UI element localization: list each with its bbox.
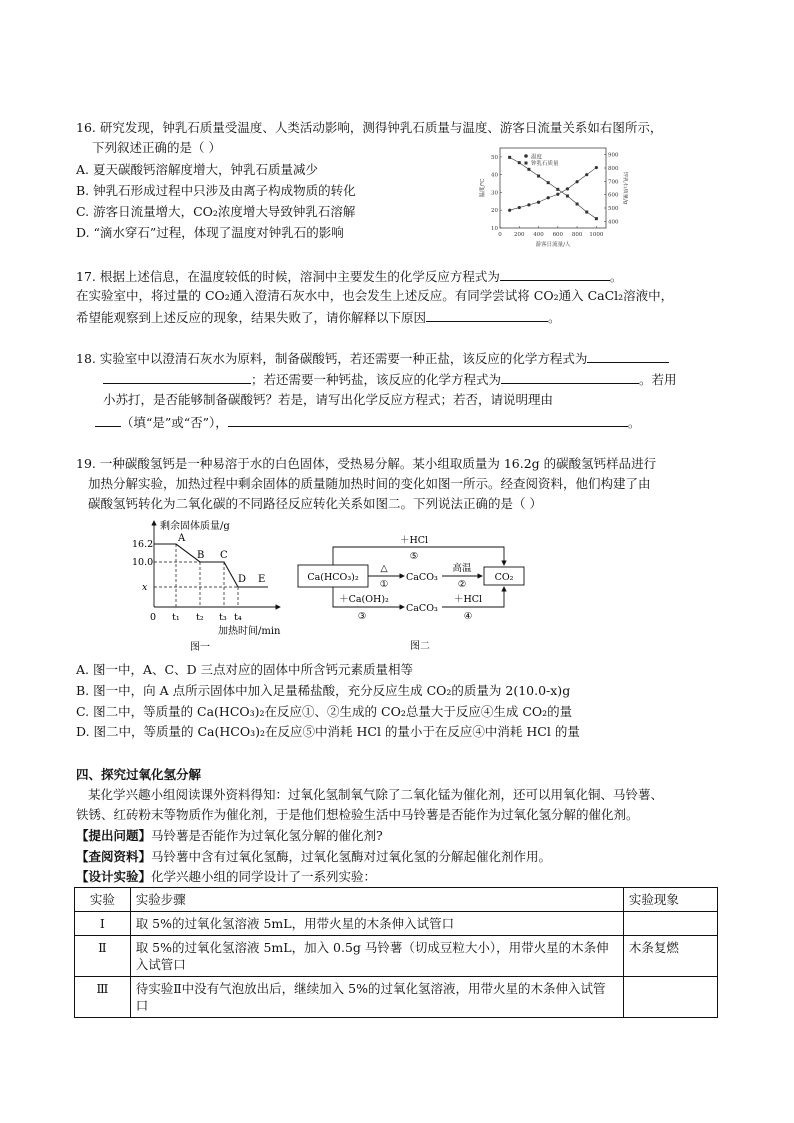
fig1-point-c: C — [220, 550, 228, 561]
fig2-mid2-label: CaCO₃ — [406, 603, 438, 614]
question-text: 马铃薯是否能作为过氧化氢分解的催化剂? — [151, 828, 383, 843]
q16-point-temperature — [585, 173, 588, 176]
fig2-caption: 图二 — [410, 641, 430, 652]
fig2-start-label: Ca(HCO₃)₂ — [307, 572, 359, 583]
q16-ytick-left-label: 20 — [491, 208, 498, 215]
header-steps: 实验步骤 — [130, 888, 623, 912]
q16-point-mass — [508, 156, 511, 159]
fig1-xtick-t4: t₄ — [234, 612, 242, 623]
q16-ytick-right-label: 500 — [608, 206, 619, 212]
q18-line4 — [95, 414, 640, 431]
header-experiment: 实验 — [75, 888, 131, 912]
fig2-mid1-label: CaCO₃ — [406, 572, 438, 583]
q17-line3 — [76, 309, 561, 326]
q16-option-b: B. 钟乳石形成过程中只涉及由离子构成物质的转化 — [76, 183, 356, 198]
q16-ylabel-right: 钟乳石质量/g — [622, 171, 628, 205]
fig1-ytick-x: x — [142, 582, 148, 593]
q16-ytick-left-label: 10 — [491, 226, 498, 232]
section4-research — [76, 849, 551, 865]
q19-stem-line2: 加热分解实验，加热过程中剩余固体的质量随加热时间的变化如图一所示。经查阅资料，他们构建了由 — [88, 476, 651, 491]
q18-line1-text: 18. 实验室中以澄清石灰水为原料，制备碳酸钙，若还需要一种正盐，该反应的化学方程式为 — [76, 351, 588, 366]
q16-point-mass — [518, 161, 521, 164]
row1-step: 取 5%的过氧化氢溶液 5mL，用带火星的木条伸入试管口 — [130, 912, 623, 936]
q16-xtick-label: 400 — [533, 232, 544, 238]
q19-option-a: A. 图一中，A、C、D 三点对应的固体中所含钙元素质量相等 — [76, 662, 414, 677]
row2-id: Ⅱ — [75, 936, 131, 977]
table-row — [75, 936, 718, 977]
fig2-r2-num: ② — [457, 579, 467, 590]
fig1-xlabel: 加热时间/min — [218, 626, 281, 637]
fig2-r5-cond: ＋HCl — [399, 535, 429, 546]
q16-ylabel-left: 温度/℃ — [480, 178, 486, 198]
fig1-point-e: E — [258, 574, 266, 585]
section4-para-line1: 某化学兴趣小组阅读课外资料得知：过氧化氢制氧气除了二氧化锰为催化剂，还可以用氧化铜、马铃薯、 — [88, 787, 664, 802]
q16-stem-line1: 16. 研究发现，钟乳石质量受温度、人类活动影响，测得钟乳石质量与温度、游客日流量关系如右图所示， — [76, 120, 663, 135]
q17-line1-end: 。 — [609, 269, 623, 284]
research-text: 马铃薯中含有过氧化氢酶，过氧化氢酶对过氧化氢的分解起催化剂作用。 — [151, 849, 552, 864]
q17-line1-text: 17. 根据上述信息，在温度较低的时候，溶洞中主要发生的化学反应方程式为 — [76, 269, 500, 284]
q16-ytick-left-label: 30 — [491, 190, 498, 197]
section4-title: 四、探究过氧化氢分解 — [76, 767, 202, 782]
row3-step: 待实验Ⅱ中没有气泡放出后，继续加入 5%的过氧化氢溶液，用带火星的木条伸入试管口 — [130, 977, 623, 1018]
fig1-ytick-10: 10.0 — [132, 557, 154, 568]
row2-result: 木条复燃 — [623, 936, 717, 977]
q19-option-b: B. 图一中，向 A 点所示固体中加入足量稀盐酸，充分反应生成 CO₂的质量为 2(10.0-x)g — [76, 683, 571, 698]
legend-marker-temperature — [524, 154, 528, 158]
fig2-r1-cond: △ — [380, 563, 388, 574]
q17-blank-reason[interactable] — [426, 309, 548, 322]
fig2-r4-cond: ＋HCl — [453, 594, 483, 605]
q16-point-mass — [576, 203, 579, 206]
q16-ytick-right-label: 600 — [608, 192, 619, 199]
q18-line1 — [76, 350, 669, 367]
q16-xtick-label: 200 — [514, 232, 525, 238]
q18-blank-equation1b[interactable] — [103, 371, 251, 384]
q16-point-mass — [585, 211, 588, 214]
question-tag: 【提出问题】 — [76, 828, 152, 843]
row1-id: Ⅰ — [75, 912, 131, 936]
fig2-r3-cond: ＋Ca(OH)₂ — [339, 594, 389, 605]
q16-xtick-label: 0 — [498, 232, 502, 238]
q18-line2 — [103, 371, 677, 388]
q17-line1 — [76, 268, 622, 285]
q16-xtick-label: 1000 — [589, 232, 604, 238]
section4-para-line2: 铁锈、红砖粉末等物质作为催化剂，于是他们想检验生活中马铃薯是否能作为过氧化氢分解的催化剂。 — [76, 807, 639, 822]
legend-marker-mass — [525, 162, 528, 165]
fig1-ytick-16: 16.2 — [132, 539, 154, 550]
fig2-end-label: CO₂ — [494, 572, 514, 583]
q16-point-mass — [566, 195, 569, 198]
design-tag: 【设计实验】 — [76, 869, 152, 884]
row3-id: Ⅲ — [75, 977, 131, 1018]
q16-point-temperature — [547, 196, 550, 199]
q18-blank-yesno[interactable] — [95, 414, 121, 427]
fig1-xtick-t1: t₁ — [172, 612, 180, 623]
q16-point-temperature — [575, 180, 578, 183]
q17-blank-equation[interactable] — [500, 268, 610, 281]
q16-point-temperature — [556, 193, 559, 196]
q16-point-temperature — [537, 201, 540, 204]
fig1-ylabel: 剩余固体质量/g — [160, 521, 230, 532]
q16-point-temperature — [595, 166, 598, 169]
research-tag: 【查阅资料】 — [76, 849, 152, 864]
row1-result[interactable] — [623, 912, 717, 936]
fig1-curve — [154, 544, 268, 587]
fig1-xtick-t3: t₃ — [219, 612, 227, 623]
q19-figure2 — [292, 527, 532, 653]
q17-line2: 在实验室中，将过量的 CO₂通入澄清石灰水中，也会发生上述反应。有同学尝试将 CO₂通入 CaCl₂溶液中， — [76, 288, 674, 303]
fig2-r5-num: ⑤ — [409, 551, 419, 562]
fig1-caption: 图一 — [190, 642, 210, 653]
q16-xtick-label: 800 — [571, 232, 583, 238]
q17-line3-end: 。 — [548, 310, 561, 325]
q16-point-mass — [547, 181, 550, 184]
q16-stem-line2: 下列叙述正确的是（ ） — [92, 140, 221, 155]
q19-stem-line1: 19. 一种碳酸氢钙是一种易溶于水的白色固体，受热易分解。某小组取质量为 16.2g 的碳酸氢钙样品进行 — [76, 456, 657, 471]
q16-xlabel: 游客日流量/人 — [535, 242, 571, 248]
q16-point-mass — [556, 188, 559, 191]
header-result: 实验现象 — [623, 888, 717, 912]
table-header-row — [75, 888, 718, 912]
table-row — [75, 977, 718, 1018]
fig1-point-a: A — [178, 533, 186, 544]
q16-point-mass — [537, 175, 540, 178]
q16-point-mass — [595, 217, 598, 220]
fig1-point-b: B — [197, 550, 205, 561]
experiment-table — [74, 887, 718, 1018]
fig2-r3-num: ③ — [357, 611, 367, 622]
legend-label-mass: 钟乳石质量 — [531, 161, 559, 167]
q18-blank-reason[interactable] — [228, 414, 628, 427]
q16-ytick-left-label: 50 — [491, 154, 498, 161]
q19-figure1 — [118, 517, 288, 653]
q18-line2-text: ；若还需要一种钙盐，该反应的化学方程式为 — [251, 372, 502, 387]
q18-line3: 小苏打，是否能够制备碳酸钙？若是，请写出化学反应方程式；若否，请说明理由 — [103, 392, 554, 407]
q16-xtick-label: 600 — [552, 232, 564, 238]
fig2-r2-cond: 高温 — [452, 563, 472, 574]
q16-point-mass — [527, 168, 530, 171]
row3-result[interactable] — [623, 977, 717, 1018]
table-row — [75, 912, 718, 936]
q16-ytick-right-label: 700 — [608, 179, 619, 186]
q18-line4-text: （填“是”或“否”）， — [121, 415, 228, 430]
fig2-r4-num: ④ — [463, 611, 473, 622]
q16-point-temperature — [518, 206, 521, 209]
q16-ytick-right-label: 800 — [608, 166, 619, 172]
fig1-point-d: D — [238, 574, 247, 585]
q17-line3-text: 希望能观察到上述反应的现象，结果失败了，请你解释以下原因 — [76, 310, 427, 325]
q16-option-d: D. “滴水穿石”过程，体现了温度对钟乳石的影响 — [76, 225, 344, 240]
q19-stem-line3: 碳酸氢钙转化为二氧化碳的不同路径反应转化关系如图二。下列说法正确的是（ ） — [88, 496, 542, 511]
q19-option-d: D. 图二中，等质量的 Ca(HCO₃)₂在反应⑤中消耗 HCl 的量小于在反应④中消耗 HCl 的量 — [76, 724, 580, 739]
fig2-arrow-r5 — [333, 547, 504, 565]
legend-label-temperature: 温度 — [531, 154, 543, 161]
fig2-r1-num: ① — [379, 579, 389, 590]
q19-option-c: C. 图二中，等质量的 Ca(HCO₃)₂在反应①、②生成的 CO₂总量大于反应④生成 CO₂的量 — [76, 704, 573, 719]
q16-point-temperature — [508, 209, 511, 212]
q18-line2-end: 。若用 — [639, 372, 677, 387]
q16-option-a: A. 夏天碳酸钙溶解度增大，钟乳石质量减少 — [76, 162, 318, 177]
q18-line4-end: 。 — [627, 415, 641, 430]
fig1-xtick-t2: t₂ — [196, 612, 204, 623]
fig1-xtick-0: 0 — [150, 612, 157, 623]
section4-question — [76, 828, 383, 844]
q16-ytick-right-label: 900 — [608, 152, 619, 159]
section4-design — [76, 869, 376, 885]
q16-point-temperature — [527, 203, 530, 206]
row2-step: 取 5%的过氧化氢溶液 5mL，加入 0.5g 马铃薯（切成豆粒大小），用带火星的木条伸入试管口 — [130, 936, 623, 977]
design-text: 化学兴趣小组的同学设计了一系列实验： — [151, 869, 377, 884]
q16-point-temperature — [566, 187, 569, 190]
q16-ytick-right-label: 400 — [608, 219, 619, 226]
q16-ytick-left-label: 40 — [491, 172, 498, 179]
q16-option-c: C. 游客日流量增大，CO₂浓度增大导致钟乳石溶解 — [76, 204, 356, 219]
q16-chart — [478, 142, 628, 250]
q18-blank-equation1a[interactable] — [587, 350, 669, 363]
q18-blank-equation2[interactable] — [501, 371, 639, 384]
